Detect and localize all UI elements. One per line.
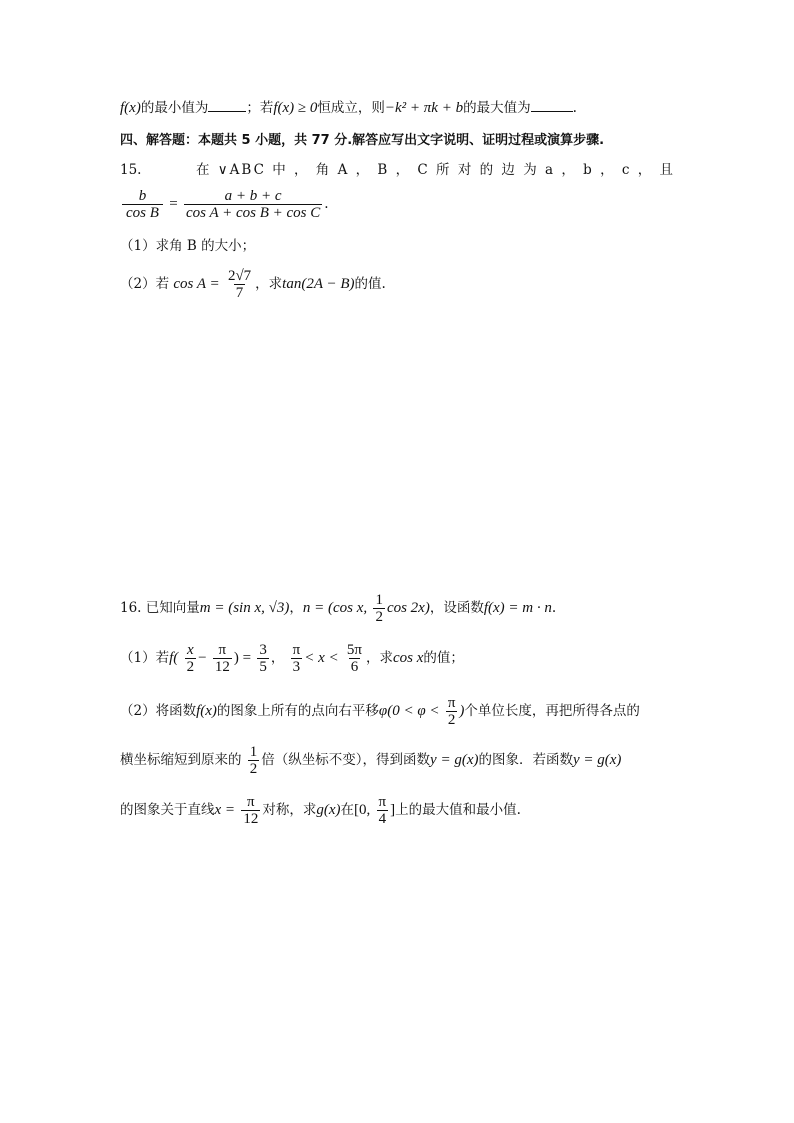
carryover-line <box>120 98 577 118</box>
q16-part1: （1）若f( $\frac{x}{2}$ − $\frac{\pi}{12}$ ) = $\frac{3}{5}$ ， $\frac{\pi}{3}$ < x < $\frac{5\pi}{6}$ ，求cos x的值； <box>120 642 464 675</box>
text: . <box>572 100 577 116</box>
q16-part2-line1: （2）将函数f(x)的图象上所有的点向右平移φ(0 < φ < $\frac{\pi}{2}$ )个单位长度，再把所得各点的 <box>120 695 640 728</box>
section-heading: 四、解答题：本题共 5 小题，共 77 分.解答应写出文字说明、证明过程或演算步骤. <box>120 133 605 148</box>
text: 恒成立，则 <box>317 100 385 116</box>
text: 的最小值为 <box>140 100 209 116</box>
fraction: $\frac{b}{\text{cos B}}$ <box>122 188 163 221</box>
q16-stem: 16. 已知向量m = (sin x, √3)，n = (cos x, $\frac{1}{2}$ cos 2x)，设函数f(x) = m · n. <box>120 592 557 625</box>
vector-n: n = (cos x, <box>302 600 368 616</box>
q15-part1: （1）求角 B 的大小； <box>120 238 256 254</box>
q15-stem <box>120 160 675 180</box>
fraction: $\frac{2√7}{7}$ <box>227 268 252 301</box>
q15-part2: （2）若 cos A = $\frac{2√7}{7}$ ，求tan(2A − B)的值. <box>120 268 386 301</box>
text: ；若 <box>246 100 274 116</box>
vector-m: m = (sin x, √3) <box>199 600 290 616</box>
q16-part2-line3: 的图象关于直线x = $\frac{\pi}{12}$ 对称，求g(x)在[0, $\frac{\pi}{4}$ ]上的最大值和最小值. <box>120 794 521 827</box>
answer-blank-2[interactable] <box>531 99 573 112</box>
text: 的最大值为 <box>463 100 531 116</box>
math-fx: f(x) <box>120 100 141 116</box>
question-number: 15. <box>120 162 142 178</box>
math-cond: f(x) ≥ 0 <box>273 100 318 116</box>
math-expr: −k² + πk + b <box>384 100 464 116</box>
answer-blank-1[interactable] <box>208 99 246 112</box>
q16-part2-line2: 横坐标缩短到原来的 $\frac{1}{2}$ 倍（纵坐标不变），得到函数y = g(x)的图象．若函数y = g(x) <box>120 744 622 777</box>
fraction: $\frac{a + b + c}{\text{cos A + cos B + cos C}}$ <box>185 188 321 221</box>
q15-stem-text: 在 ∨ABC 中 ， 角 A ， B ， C 所 对 的 边 为 a ， b ， c ， 且 <box>196 162 675 178</box>
q15-equation: $\frac{b}{\text{cos B}}$ = $\frac{a + b + c}{\text{cos A + cos B + cos C}}$ . <box>120 188 329 221</box>
